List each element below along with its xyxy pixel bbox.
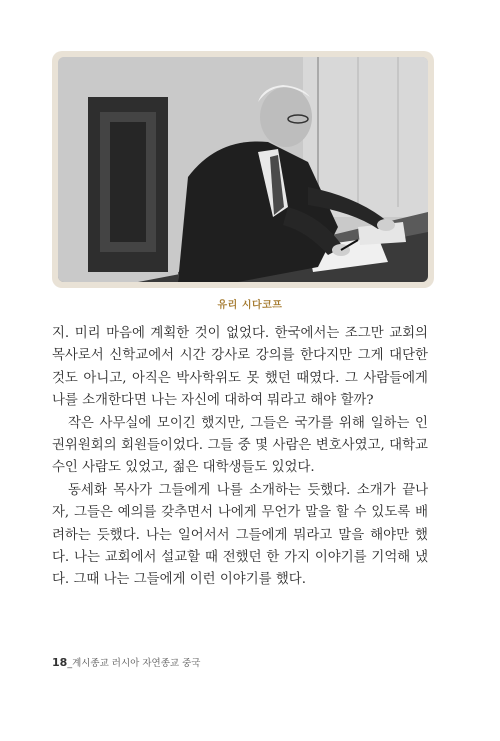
body-text	[52, 323, 428, 592]
photo-caption: 유리 시다코프	[217, 300, 283, 311]
photo-man-writing-at-desk	[58, 57, 428, 282]
paragraph-1: 지. 미리 마음에 계획한 것이 없었다. 한국에서는 조그만 교회의 목사로서 신학교에서 시간 강사로 강의를 한다지만 그게 대단한 것도 아니고, 아직은 박사학위도 못 했던 때였다. 그 사람들에게 나를 소개한다면 나는 자신에 대하여 뭐라고 해야 할까?	[52, 326, 428, 409]
running-title: _계시종교 러시아 자연종교 중국	[67, 658, 201, 669]
paragraph-2: 작은 사무실에 모이긴 했지만, 그들은 국가를 위해 일하는 인권위원회의 회원들이었다. 그들 중 몇 사람은 변호사였고, 대학교수인 사람도 있었고, 젊은 대학생들도 있었다.	[52, 415, 428, 476]
paragraph-3: 동세화 목사가 그들에게 나를 소개하는 듯했다. 소개가 끝나자, 그들은 예의를 갖추면서 나에게 무언가 말을 할 수 있도록 배려하는 듯했다. 나는 일어서서 그들에게 뭐라고 말을 해야만 했다. 나는 교회에서 설교할 때 전했던 한 가지 이야기를 기억해 냈다. 그때 나는 그들에게 이런 이야기를 했다.	[52, 482, 428, 588]
photo-frame	[52, 51, 434, 288]
page-number: 18	[52, 656, 68, 669]
page-footer	[52, 655, 200, 669]
photo-illustration	[58, 57, 428, 282]
